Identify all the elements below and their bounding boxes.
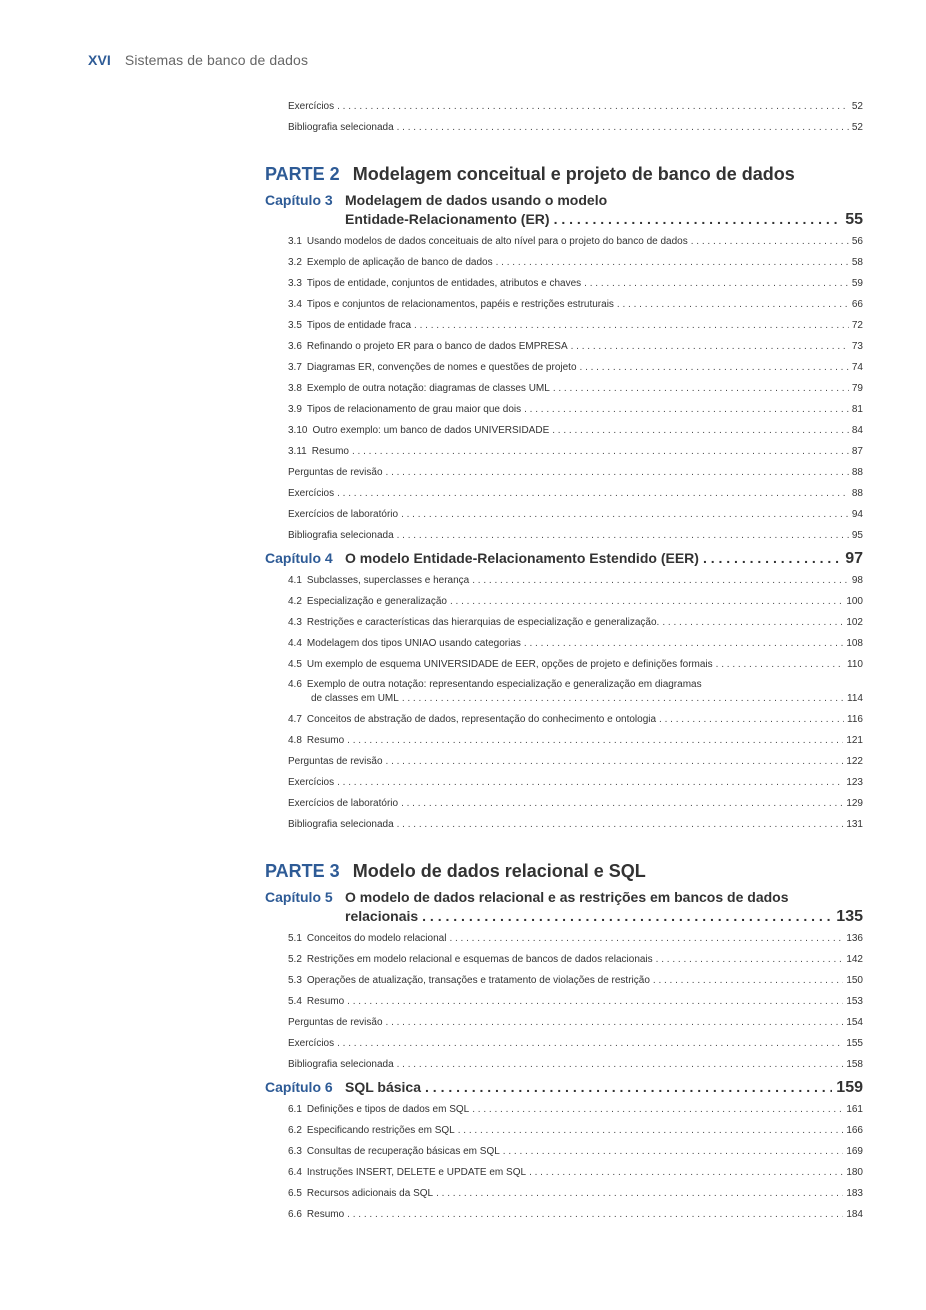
chapter-title-cont: Entidade-Relacionamento (ER) [345, 211, 550, 227]
page-folio: XVI [88, 52, 111, 68]
entry-number: 3.9 [288, 404, 302, 415]
entry-number: 3.6 [288, 341, 302, 352]
chapter-title: Modelagem de dados usando o modelo [345, 192, 608, 208]
toc-entry[interactable] [265, 814, 863, 835]
entry-number: 3.11 [288, 446, 307, 457]
chapter-page: 159 [836, 1079, 863, 1096]
entry-page: 183 [846, 1188, 863, 1199]
entry-number: 5.4 [288, 996, 302, 1007]
entry-title: Tipos e conjuntos de relacionamentos, papéis e restrições estruturais [306, 299, 614, 310]
toc-entry[interactable] [265, 709, 863, 730]
toc-entry[interactable] [265, 504, 863, 525]
dot-leader [402, 692, 844, 706]
toc-entry[interactable] [265, 1204, 863, 1225]
toc-entry[interactable] [265, 1183, 863, 1204]
entry-number: 4.4 [288, 638, 302, 649]
toc-entry[interactable] [265, 730, 863, 751]
toc-entry[interactable] [265, 654, 863, 675]
entry-title: Bibliografia selecionada [288, 819, 394, 830]
entry-number: 3.5 [288, 320, 302, 331]
toc-entry[interactable] [265, 1054, 863, 1075]
chapter-label: Capítulo 3 [265, 192, 333, 208]
entry-number: 6.6 [288, 1209, 302, 1220]
toc-entry[interactable] [265, 483, 863, 504]
entry-number: 4.6 [288, 679, 302, 690]
entry-title: Definições e tipos de dados em SQL [306, 1104, 470, 1115]
dot-leader [458, 1120, 844, 1141]
toc-entry[interactable] [265, 399, 863, 420]
entry-title: Modelagem dos tipos UNIAO usando categorias [306, 638, 521, 649]
entry-number: 5.2 [288, 954, 302, 965]
entry-page: 84 [851, 425, 863, 436]
entry-page: 102 [846, 617, 863, 628]
toc-entry[interactable] [265, 420, 863, 441]
toc-entry[interactable] [265, 294, 863, 315]
part-heading [265, 161, 863, 187]
chapter-title: O modelo de dados relacional e as restrições em bancos de dados [345, 889, 789, 905]
dot-leader [656, 949, 844, 970]
dot-leader [659, 709, 844, 730]
chapter-heading[interactable] [265, 1078, 863, 1097]
chapter-heading[interactable] [265, 191, 863, 229]
chapter-page: 97 [845, 550, 863, 567]
entry-title: Perguntas de revisão [288, 756, 383, 767]
table-of-contents [265, 96, 863, 1225]
toc-entry[interactable] [265, 336, 863, 357]
dot-leader [337, 1033, 843, 1054]
dot-leader [337, 772, 843, 793]
entry-page: 114 [847, 693, 863, 704]
dot-leader [691, 231, 849, 252]
dot-leader [337, 483, 849, 504]
entry-page: 59 [851, 278, 863, 289]
entry-title: Exercícios [288, 777, 335, 788]
entry-number: 3.7 [288, 362, 302, 373]
dot-leader [580, 357, 849, 378]
toc-entry[interactable] [265, 117, 863, 138]
toc-entry[interactable] [265, 273, 863, 294]
entry-title: Resumo [306, 1209, 345, 1220]
entry-page: 100 [846, 596, 863, 607]
entry-page: 52 [851, 122, 863, 133]
entry-title: Tipos de entidade, conjuntos de entidades, atributos e chaves [306, 278, 582, 289]
dot-leader [386, 1012, 844, 1033]
entry-page: 81 [851, 404, 863, 415]
chapter-label: Capítulo 4 [265, 550, 333, 566]
toc-entry[interactable] [265, 462, 863, 483]
toc-entry[interactable] [265, 378, 863, 399]
entry-title: Exercícios [288, 1038, 335, 1049]
dot-leader [716, 654, 844, 675]
entry-number: 5.1 [288, 933, 302, 944]
entry-page: 94 [851, 509, 863, 520]
entry-page: 95 [851, 530, 863, 541]
toc-entry[interactable] [265, 570, 863, 591]
dot-leader [352, 441, 849, 462]
entry-page: 158 [846, 1059, 863, 1070]
entry-title: Exemplo de outra notação: representando especialização e generalização em diagramas [306, 679, 702, 690]
dot-leader [449, 928, 843, 949]
toc-entry[interactable] [265, 928, 863, 949]
entry-page: 52 [851, 101, 863, 112]
toc-entry[interactable] [265, 991, 863, 1012]
dot-leader [584, 273, 849, 294]
entry-page: 72 [851, 320, 863, 331]
entry-line [288, 692, 863, 706]
part-title: Modelagem conceitual e projeto de banco de dados [352, 164, 795, 184]
dot-leader [554, 210, 842, 229]
entry-page: 161 [846, 1104, 863, 1115]
dot-leader [337, 96, 849, 117]
toc-entry[interactable] [265, 1012, 863, 1033]
entry-title: Instruções INSERT, DELETE e UPDATE em SQL [306, 1167, 527, 1178]
entry-page: 88 [851, 488, 863, 499]
dot-leader [401, 504, 849, 525]
entry-page: 169 [846, 1146, 863, 1157]
dot-leader [552, 420, 849, 441]
entry-title: Exercícios de laboratório [288, 509, 399, 520]
dot-leader [386, 462, 849, 483]
toc-entry[interactable] [265, 591, 863, 612]
toc-entry[interactable] [265, 751, 863, 772]
entry-title: Especialização e generalização [306, 596, 447, 607]
entry-page: 98 [851, 575, 863, 586]
entry-page: 58 [851, 257, 863, 268]
entry-number: 4.8 [288, 735, 302, 746]
running-head [88, 52, 308, 68]
entry-page: 142 [846, 954, 863, 965]
entry-title: Conceitos do modelo relacional [306, 933, 447, 944]
dot-leader [524, 633, 843, 654]
entry-page: 166 [846, 1125, 863, 1136]
dot-leader [524, 399, 849, 420]
entry-page: 87 [851, 446, 863, 457]
entry-page: 56 [851, 236, 863, 247]
entry-number: 3.2 [288, 257, 302, 268]
entry-title: Recursos adicionais da SQL [306, 1188, 434, 1199]
toc-entry[interactable] [265, 357, 863, 378]
entry-title: Subclasses, superclasses e herança [306, 575, 470, 586]
entry-title: Outro exemplo: um banco de dados UNIVERSIDADE [312, 425, 550, 436]
dot-leader [397, 814, 844, 835]
entry-title: Operações de atualização, transações e tratamento de violações de restrição [306, 975, 650, 986]
entry-number: 6.4 [288, 1167, 302, 1178]
entry-title: Bibliografia selecionada [288, 122, 394, 133]
entry-number: 6.3 [288, 1146, 302, 1157]
dot-leader [617, 294, 849, 315]
dot-leader [496, 252, 849, 273]
chapter-label: Capítulo 5 [265, 889, 333, 905]
entry-page: 88 [851, 467, 863, 478]
entry-title: Exercícios de laboratório [288, 798, 399, 809]
dot-leader [450, 591, 843, 612]
entry-title: Perguntas de revisão [288, 1017, 383, 1028]
chapter-heading[interactable] [265, 549, 863, 568]
entry-page: 79 [851, 383, 863, 394]
chapter-label: Capítulo 6 [265, 1079, 333, 1095]
book-title: Sistemas de banco de dados [124, 52, 309, 68]
entry-title: Exemplo de aplicação de banco de dados [306, 257, 493, 268]
entry-title: Resumo [311, 446, 349, 457]
entry-title: Usando modelos de dados conceituais de alto nível para o projeto do banco de dados [306, 236, 688, 247]
entry-page: 153 [846, 996, 863, 1007]
entry-number: 4.3 [288, 617, 302, 628]
entry-page: 74 [851, 362, 863, 373]
toc-entry[interactable] [265, 525, 863, 546]
toc-entry[interactable] [265, 1099, 863, 1120]
part-label: PARTE 3 [265, 861, 340, 881]
entry-page: 131 [846, 819, 863, 830]
entry-page: 73 [851, 341, 863, 352]
dot-leader [571, 336, 849, 357]
toc-entry[interactable] [265, 1141, 863, 1162]
chapter-title-cont: relacionais [345, 908, 419, 924]
dot-leader [503, 1141, 844, 1162]
entry-title: Especificando restrições em SQL [306, 1125, 455, 1136]
entry-page: 66 [851, 299, 863, 310]
entry-page: 110 [847, 659, 863, 670]
dot-leader [472, 1099, 843, 1120]
dot-leader [397, 525, 849, 546]
part-label: PARTE 2 [265, 164, 340, 184]
entry-title: Diagramas ER, convenções de nomes e questões de projeto [306, 362, 577, 373]
chapter-title: O modelo Entidade-Relacionamento Estendido (EER) [345, 550, 699, 566]
entry-title: Tipos de relacionamento de grau maior que dois [306, 404, 522, 415]
entry-title: Resumo [306, 996, 345, 1007]
dot-leader [472, 570, 849, 591]
entry-number: 6.5 [288, 1188, 302, 1199]
entry-number: 3.1 [288, 236, 302, 247]
entry-page: 122 [846, 756, 863, 767]
dot-leader [397, 1054, 844, 1075]
entry-number: 3.3 [288, 278, 302, 289]
toc-entry[interactable] [265, 633, 863, 654]
dot-leader [436, 1183, 843, 1204]
entry-number: 3.10 [288, 425, 308, 436]
dot-leader [386, 751, 844, 772]
entry-title: Exemplo de outra notação: diagramas de classes UML [306, 383, 550, 394]
entry-title: Restrições e características das hierarquias de especialização e generalização. [306, 617, 660, 628]
entry-title: Conceitos de abstração de dados, representação do conhecimento e ontologia [306, 714, 657, 725]
dot-leader [414, 315, 849, 336]
entry-page: 136 [846, 933, 863, 944]
toc-entry[interactable] [265, 970, 863, 991]
entry-number: 6.2 [288, 1125, 302, 1136]
entry-title: Perguntas de revisão [288, 467, 383, 478]
toc-entry[interactable] [265, 1033, 863, 1054]
entry-number: 4.2 [288, 596, 302, 607]
entry-number: 4.1 [288, 575, 302, 586]
entry-title: Um exemplo de esquema UNIVERSIDADE de EER, opções de projeto e definições formais [306, 659, 713, 670]
dot-leader [653, 970, 843, 991]
entry-number: 4.7 [288, 714, 302, 725]
entry-title: Bibliografia selecionada [288, 530, 394, 541]
dot-leader [397, 117, 849, 138]
entry-page: 108 [846, 638, 863, 649]
toc-entry[interactable] [265, 1120, 863, 1141]
entry-page: 184 [846, 1209, 863, 1220]
entry-page: 154 [846, 1017, 863, 1028]
toc-entry[interactable] [265, 1162, 863, 1183]
entry-number: 5.3 [288, 975, 302, 986]
toc-entry[interactable] [265, 96, 863, 117]
toc-entry[interactable] [265, 793, 863, 814]
entry-title: Consultas de recuperação básicas em SQL [306, 1146, 500, 1157]
toc-entry[interactable] [265, 441, 863, 462]
toc-entry[interactable] [265, 949, 863, 970]
entry-page: 155 [846, 1038, 863, 1049]
entry-number: 4.5 [288, 659, 302, 670]
dot-leader [422, 907, 832, 926]
dot-leader [553, 378, 849, 399]
dot-leader [425, 1078, 832, 1097]
part-title: Modelo de dados relacional e SQL [352, 861, 646, 881]
dot-leader [703, 549, 841, 568]
chapter-page: 135 [836, 908, 863, 925]
entry-title: Refinando o projeto ER para o banco de dados EMPRESA [306, 341, 568, 352]
dot-leader [662, 612, 843, 633]
dot-leader [529, 1162, 843, 1183]
entry-page: 180 [846, 1167, 863, 1178]
toc-entry[interactable] [265, 612, 863, 633]
entry-title: Bibliografia selecionada [288, 1059, 394, 1070]
toc-entry[interactable] [265, 252, 863, 273]
entry-number: 3.8 [288, 383, 302, 394]
entry-line [288, 678, 863, 692]
entry-page: 116 [847, 714, 863, 725]
dot-leader [347, 1204, 843, 1225]
entry-page: 150 [846, 975, 863, 986]
entry-page: 129 [846, 798, 863, 809]
chapter-title: SQL básica [345, 1079, 422, 1095]
entry-title: Resumo [306, 735, 345, 746]
entry-number: 3.4 [288, 299, 302, 310]
entry-title-cont: de classes em UML [311, 693, 399, 704]
entry-title: Exercícios [288, 101, 335, 112]
entry-title: Tipos de entidade fraca [306, 320, 412, 331]
dot-leader [347, 991, 843, 1012]
entry-title: Restrições em modelo relacional e esquemas de bancos de dados relacionais [306, 954, 653, 965]
toc-entry[interactable] [265, 772, 863, 793]
toc-entry[interactable] [265, 675, 863, 709]
entry-title: Exercícios [288, 488, 335, 499]
toc-entry[interactable] [265, 315, 863, 336]
toc-entry[interactable] [265, 231, 863, 252]
dot-leader [401, 793, 843, 814]
part-heading [265, 858, 863, 884]
entry-page: 123 [846, 777, 863, 788]
chapter-heading[interactable] [265, 888, 863, 926]
chapter-page: 55 [845, 211, 863, 228]
entry-page: 121 [846, 735, 863, 746]
dot-leader [347, 730, 843, 751]
entry-number: 6.1 [288, 1104, 302, 1115]
